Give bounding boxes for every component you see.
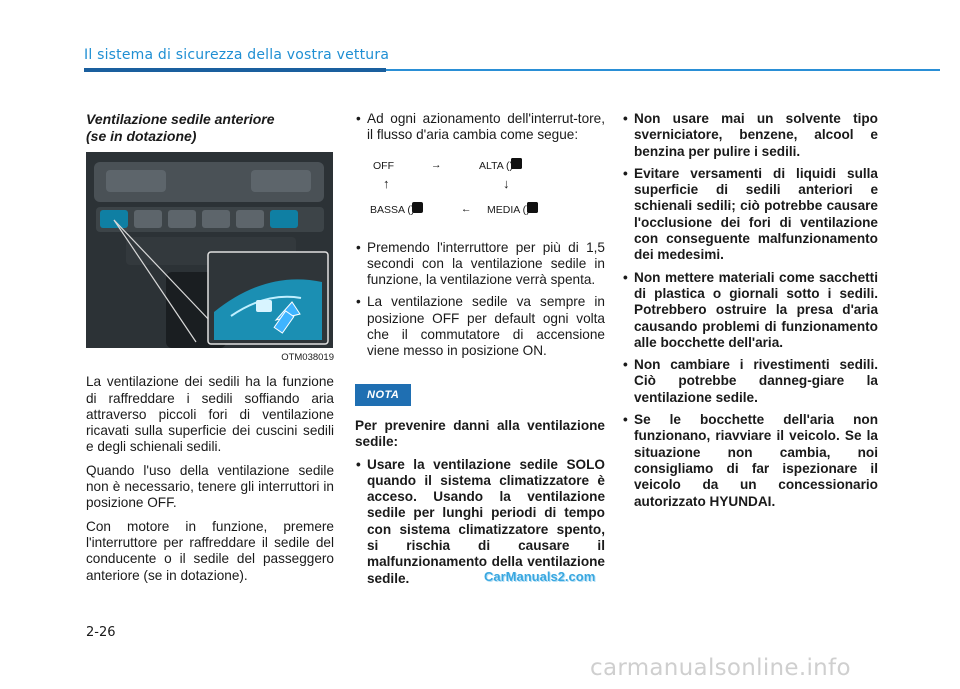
bullet-item: • Premendo l'interruttore per più di 1,5 secondi con la ventilazione sedile in funzione, la ventilazione verrà spenta. [355, 240, 605, 289]
section-header-title: Il sistema di sicurezza della vostra vettura [84, 47, 390, 63]
seq-media [487, 202, 530, 218]
column-right [622, 111, 878, 516]
seq-arrow-up: ↑ [383, 175, 390, 191]
fan-icon [527, 202, 538, 213]
seat-ventilation-photo [86, 152, 333, 348]
seq-alta-label: ALTA ( [479, 159, 510, 172]
paragraph-3: Con motore in funzione, premere l'interruttore per raffreddare il sedile del conducente o il sedile del passeggero anteriore (se in dotazione). [86, 518, 334, 583]
seq-arrow-down: ↓ [503, 175, 510, 191]
bullet-list-behavior [355, 240, 605, 360]
page-number: 2-26 [86, 625, 116, 640]
airflow-sequence-diagram [355, 150, 605, 232]
bullet-list-operation [355, 111, 605, 144]
note-bullet-item: • Evitare versamenti di liquidi sulla superficie di sedili anteriori e schienali sedili; ciò potrebbe causare l'occlusione dei fori di ventilazione con conseguente malfunzionamento dei medesimi. [622, 166, 878, 264]
seq-off: OFF [373, 159, 394, 172]
header-rule-light [386, 69, 940, 71]
section-title [86, 111, 334, 145]
seq-bassa [370, 202, 414, 218]
paragraph-2: Quando l'uso della ventilazione sedile non è necessario, tenere gli interruttori in posizione OFF. [86, 462, 334, 511]
fan-icon [412, 202, 423, 213]
header-rule-dark [84, 68, 386, 72]
paragraph-1: La ventilazione dei sedili ha la funzione di raffreddare i sedili soffiando aria attraverso piccoli fori di ventilazione ricavati sulla superficie dei cuscini sedili e degli schienali sedili. [86, 374, 334, 455]
fan-icon [511, 158, 522, 169]
seq-media-label: MEDIA ( [487, 203, 527, 216]
seq-alta [479, 158, 513, 174]
bullet-item: • La ventilazione sedile va sempre in posizione OFF per default ogni volta che il commutatore di accensione viene messo in posizione ON. [355, 294, 605, 359]
seq-bassa-label: BASSA ( [370, 203, 411, 216]
console-illustration [86, 152, 333, 348]
note-bullet-item: • Non mettere materiali come sacchetti di plastica o giornali sotto i sedili. Potrebbero ostruire la presa d'aria causando problemi di funzionamento alle bocchette dell'aria. [622, 270, 878, 351]
column-left [86, 111, 334, 591]
column-middle [355, 111, 605, 593]
seq-arrow-right: → [431, 158, 442, 171]
section-title-line1: Ventilazione sedile anteriore [86, 111, 275, 127]
section-title-line2: (se in dotazione) [86, 128, 197, 144]
note-bullet-item: • Se le bocchette dell'aria non funzionano, riavviare il veicolo. Se la situazione non cambia, noi consigliamo di far ispezionare il veicolo da un concessionario autorizzato HYUNDAI. [622, 412, 878, 510]
note-title: Per prevenire danni alla ventilazione sedile: [355, 417, 605, 450]
bullet-item: • Ad ogni azionamento dell'interrut-tore, il flusso d'aria cambia come segue: [355, 111, 605, 144]
note-bullet-item: • Usare la ventilazione sedile SOLO quando il sistema climatizzatore è acceso. Usando la ventilazione sedile per lunghi periodi di tempo con sistema climatizzatore spento, si rischia di causare il malfunzionamento della ventilazione sedile. [355, 457, 605, 587]
note-bullet-list-continued [622, 111, 878, 510]
nota-badge: NOTA [355, 384, 411, 406]
note-bullet-item: • Non usare mai un solvente tipo sverniciatore, benzene, alcool e benzina per pulire i sedili. [622, 111, 878, 160]
site-watermark: CarManuals2.com [484, 569, 596, 584]
footer-watermark: carmanualsonline.info [590, 655, 851, 681]
note-bullet-list [355, 457, 605, 587]
seq-arrow-left: ← [461, 202, 472, 215]
photo-caption: OTM038019 [281, 352, 334, 363]
note-bullet-item: • Non cambiare i rivestimenti sedili. Ciò potrebbe danneg-giare la ventilazione sedile. [622, 357, 878, 406]
